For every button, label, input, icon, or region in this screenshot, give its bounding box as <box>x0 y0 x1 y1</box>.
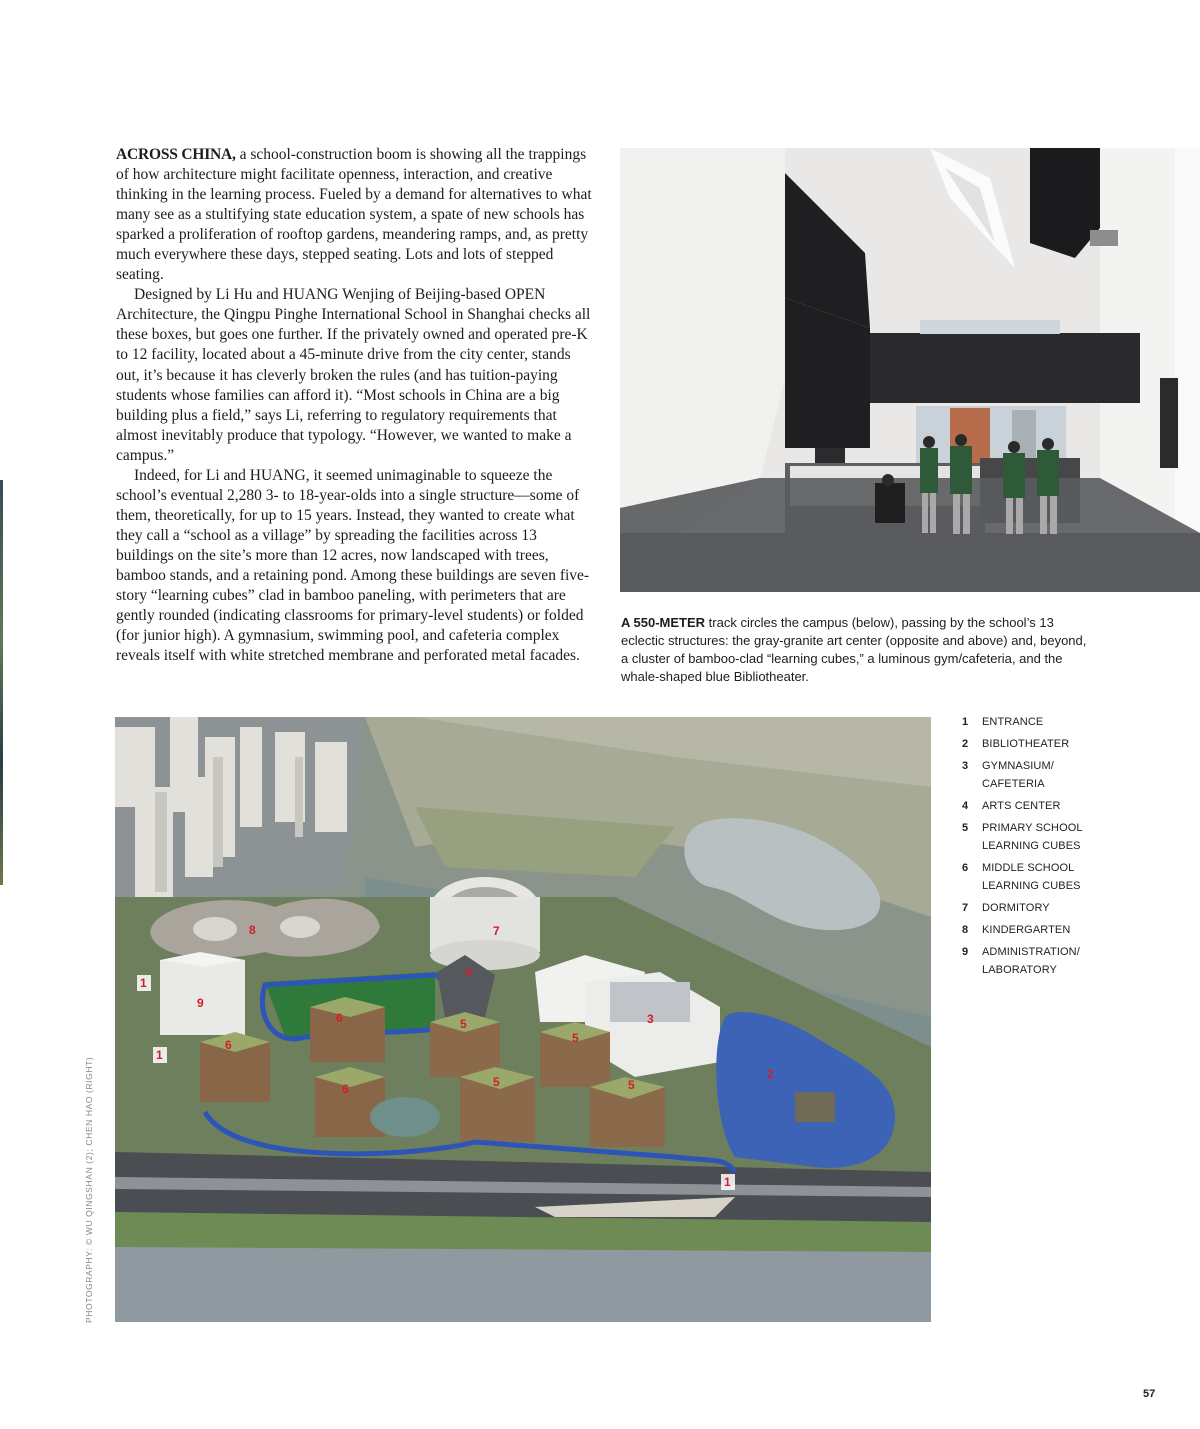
legend-item <box>962 735 1122 753</box>
paragraph-1 <box>116 145 596 285</box>
legend-number: 6 <box>962 862 969 874</box>
legend-number: 4 <box>962 800 969 812</box>
map-legend <box>962 713 1122 983</box>
map-label-marker <box>647 1012 654 1026</box>
legend-number: 3 <box>962 760 969 772</box>
map-label-marker <box>460 1017 467 1031</box>
article-body <box>116 145 596 666</box>
map-label-marker <box>721 1174 735 1190</box>
map-label-marker <box>628 1078 635 1092</box>
map-label-7: 7 <box>493 924 500 938</box>
legend-item <box>962 757 1122 793</box>
legend-label: ADMINISTRATION/ LABORATORY <box>982 946 1080 976</box>
legend-label: ARTS CENTER <box>982 800 1061 812</box>
map-label-2: 2 <box>767 1067 774 1081</box>
legend-label: KINDERGARTEN <box>982 924 1071 936</box>
map-label-1b: 1 <box>156 1048 163 1062</box>
legend-number: 9 <box>962 946 969 958</box>
legend-item <box>962 797 1122 815</box>
map-label-5b: 5 <box>572 1031 579 1045</box>
legend-label: DORMITORY <box>982 902 1050 914</box>
page-number: 57 <box>1143 1388 1156 1400</box>
map-label-marker <box>342 1082 349 1096</box>
legend-number: 7 <box>962 902 969 914</box>
legend-item <box>962 943 1122 979</box>
legend-number: 5 <box>962 822 969 834</box>
map-label-marker <box>153 1047 167 1063</box>
lead-in: ACROSS CHINA, <box>116 146 236 163</box>
map-label-marker <box>249 923 256 937</box>
legend-label: ENTRANCE <box>982 716 1044 728</box>
map-label-marker <box>493 1075 500 1089</box>
legend-label: PRIMARY SCHOOL LEARNING CUBES <box>982 822 1083 852</box>
legend-label: MIDDLE SCHOOL LEARNING CUBES <box>982 862 1081 892</box>
photo-caption <box>621 614 1091 686</box>
legend-number: 2 <box>962 738 969 750</box>
map-label-1c: 1 <box>724 1175 731 1189</box>
legend-number: 1 <box>962 716 969 728</box>
map-label-8: 8 <box>249 923 256 937</box>
caption-text: track circles the campus (below), passing by the school’s 13 eclectic structures: the gray-granite art center (opposite and above) and, beyond, a cluster of bamboo-clad “learning cubes,” a luminous gym/cafeteria, and the whale-shaped blue Bibliotheater. <box>621 615 1087 684</box>
legend-label: BIBLIOTHEATER <box>982 738 1070 750</box>
map-label-marker <box>336 1011 343 1025</box>
legend-item <box>962 859 1122 895</box>
map-label-marker <box>225 1038 232 1052</box>
art-center-interior-photo <box>620 148 1200 592</box>
paragraph-1-text: a school-construction boom is showing all the trappings of how architecture might facilitate openness, interaction, and creative thinking in the learning process. Fueled by a demand for alternatives to what many see as a stultifying state education system, a spate of new schools has sparked a proliferation of rooftop gardens, meandering ramps, and, as pretty much everywhere these days, stepped seating. Lots and lots of stepped seating. <box>116 146 592 284</box>
map-label-marker <box>197 996 204 1010</box>
legend-item <box>962 713 1122 731</box>
map-label-marker <box>572 1031 579 1045</box>
paragraph-2: Designed by Li Hu and HUANG Wenjing of Beijing-based OPEN Architecture, the Qingpu Pinghe International School in Shanghai checks all these boxes, but goes one further. If the privately owned and operated pre-K to 12 facility, located about a 45-minute drive from the city center, stands out, it’s because it has cleverly broken the rules (and has tuition-paying students whose families can afford it). “Most schools in China are a big building plus a field,” says Li, referring to regulatory requirements that almost inevitably produce that typology. “However, we wanted to make a campus.” <box>116 286 591 464</box>
map-label-marker <box>137 975 151 991</box>
map-label-5a: 5 <box>460 1017 467 1031</box>
map-label-6c: 6 <box>342 1082 349 1096</box>
legend-item <box>962 921 1122 939</box>
adjacent-page-edge <box>0 480 3 885</box>
photo-credit: PHOTOGRAPHY: © WU QINGSHAN (2); CHEN HAO (RIGHT) <box>84 1056 94 1323</box>
map-label-marker <box>493 924 500 938</box>
map-label-marker <box>767 1067 774 1081</box>
map-label-5d: 5 <box>628 1078 635 1092</box>
legend-item <box>962 819 1122 855</box>
map-label-9: 9 <box>197 996 204 1010</box>
campus-aerial-photo <box>115 717 931 1322</box>
map-label-3: 3 <box>647 1012 654 1026</box>
map-label-6b: 6 <box>225 1038 232 1052</box>
map-label-marker <box>465 965 472 979</box>
legend-number: 8 <box>962 924 969 936</box>
legend-item <box>962 899 1122 917</box>
paragraph-3: Indeed, for Li and HUANG, it seemed unimaginable to squeeze the school’s eventual 2,280 3- to 18-year-olds into a single structure—some of them, theoretically, for up to 15 years. Instead, they wanted to create what they call a “school as a village” by spreading the facilities across 13 buildings on the site’s more than 12 acres, now landscaped with trees, bamboo stands, and a retaining pond. Among these buildings are seven five-story “learning cubes” clad in bamboo paneling, with perimeters that are gently rounded (indicating classrooms for primary-level students) or folded (for junior high). A gymnasium, swimming pool, and cafeteria complex reveals itself with white stretched membrane and perforated metal facades. <box>116 466 590 665</box>
map-label-1a: 1 <box>140 976 147 990</box>
legend-label: GYMNASIUM/ CAFETERIA <box>982 760 1054 790</box>
caption-lead: A 550-METER <box>621 615 706 630</box>
map-label-5c: 5 <box>493 1075 500 1089</box>
map-label-4: 4 <box>465 965 472 979</box>
map-label-6a: 6 <box>336 1011 343 1025</box>
